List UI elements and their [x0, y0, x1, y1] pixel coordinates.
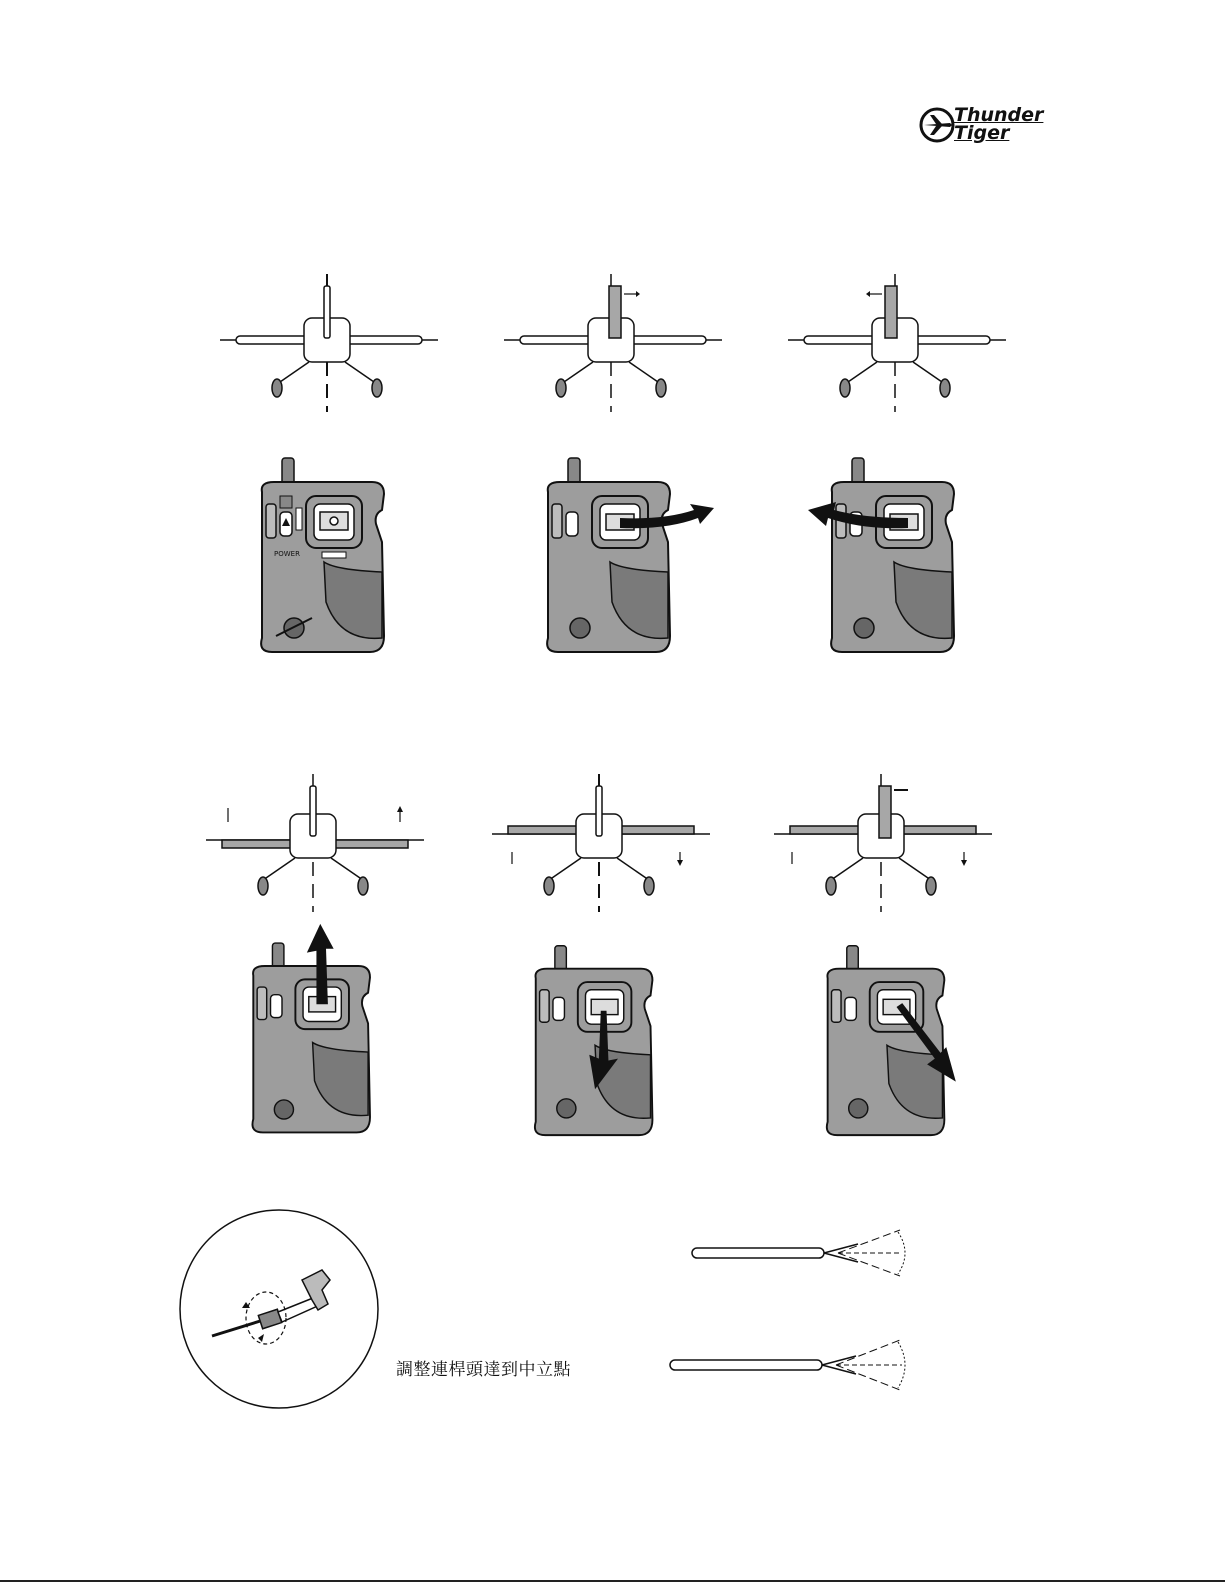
transmitter-stick-right	[544, 452, 724, 672]
clevis-adjustment-detail	[178, 1208, 382, 1412]
adjustment-caption: 調整連桿頭達到中立點	[396, 1360, 571, 1380]
plane-diagram-rudder-left	[782, 272, 1012, 412]
plane-diagram-elevator-up	[200, 772, 430, 912]
surface-travel-diagram-1	[688, 1224, 918, 1284]
transmitter-stick-down	[528, 940, 708, 1160]
brand-logo	[918, 104, 1058, 148]
brand-line-1: Thunder	[954, 104, 1044, 126]
airplane-logo-icon	[918, 106, 958, 146]
plane-diagram-elevator-down	[486, 772, 716, 912]
transmitter-stick-center	[248, 452, 428, 672]
power-label: POWER	[274, 550, 300, 558]
surface-travel-diagram-2	[666, 1334, 916, 1398]
transmitter-stick-up	[236, 922, 416, 1142]
plane-diagram-rudder-neutral	[214, 272, 444, 412]
transmitter-stick-left	[804, 452, 984, 672]
page-bottom-rule	[0, 1580, 1225, 1582]
brand-line-2: Tiger	[954, 122, 1010, 144]
transmitter-stick-down-right	[818, 940, 998, 1160]
plane-diagram-rudder-right	[498, 272, 728, 412]
plane-diagram-elevator-down-right	[768, 772, 998, 912]
